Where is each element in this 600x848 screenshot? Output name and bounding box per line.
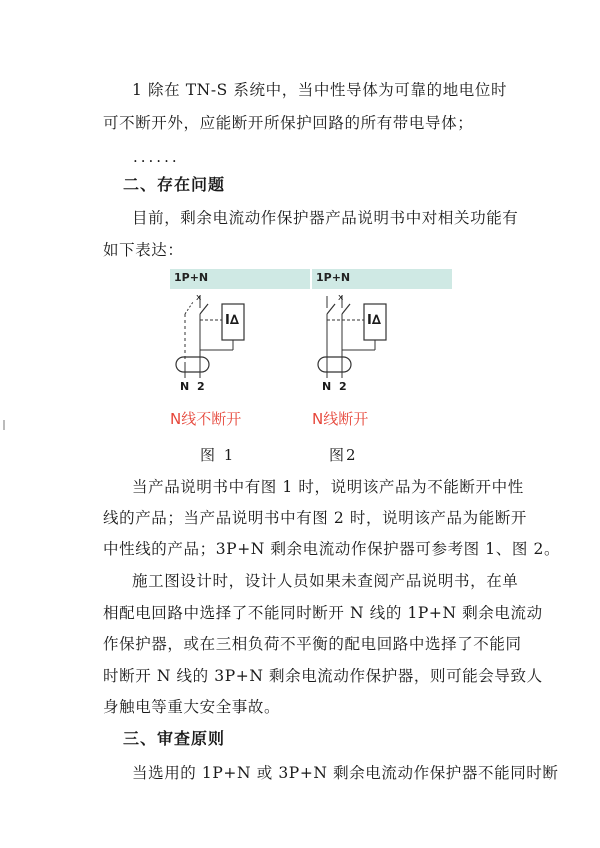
figure-2-pole-label: 1P+N bbox=[316, 271, 351, 284]
figure-1-caption: 图 1 bbox=[200, 446, 236, 464]
figure-2-device-symbol: I∆ bbox=[367, 313, 381, 328]
figure-2-red-label: N线断开 bbox=[312, 410, 369, 428]
para5-line1: 当选用的 1P+N 或 3P+N 剩余电流动作保护器不能同时断 bbox=[132, 764, 559, 782]
figure-1-pole-label: 1P+N bbox=[174, 271, 209, 284]
para4-line4: 时断开 N 线的 3P+N 剩余电流动作保护器，则可能会导致人 bbox=[103, 667, 543, 685]
figure-2-terminal-n: N bbox=[322, 380, 332, 393]
para4-line1: 施工图设计时，设计人员如果未查阅产品说明书，在单 bbox=[132, 572, 519, 590]
figure-1 bbox=[170, 266, 310, 436]
figure-1-terminal-n: N bbox=[180, 380, 190, 393]
ellipsis: ...... bbox=[133, 148, 180, 166]
figure-1-terminal-2: 2 bbox=[197, 380, 205, 393]
section-heading-2: 二、存在问题 bbox=[123, 175, 226, 194]
figure-2 bbox=[312, 266, 452, 436]
figure-1-circuit-diagram bbox=[170, 266, 310, 406]
para4-line3: 作保护器，或在三相负荷不平衡的配电回路中选择了不能同 bbox=[103, 635, 522, 653]
figure-1-red-label: N线不断开 bbox=[170, 410, 242, 428]
para1-line1: 1 除在 TN-S 系统中，当中性导体为可靠的地电位时 bbox=[132, 81, 508, 99]
para2-line2: 如下表达： bbox=[103, 241, 184, 259]
section-heading-3: 三、审查原则 bbox=[123, 729, 226, 748]
para1-line2: 可不断开外，应能断开所保护回路的所有带电导体； bbox=[103, 114, 474, 132]
para4-line5: 身触电等重大安全事故。 bbox=[103, 698, 281, 716]
scan-edge-mark bbox=[3, 420, 5, 430]
para2-line1: 目前，剩余电流动作保护器产品说明书中对相关功能有 bbox=[132, 209, 519, 227]
para3-line2: 线的产品；当产品说明书中有图 2 时，说明该产品为能断开 bbox=[103, 509, 528, 527]
figure-2-switch-mark: x bbox=[338, 293, 344, 303]
figure-1-device-symbol: I∆ bbox=[225, 313, 239, 328]
figure-2-terminal-2: 2 bbox=[339, 380, 347, 393]
figure-1-switch-mark: x bbox=[196, 293, 202, 303]
figure-2-circuit-diagram bbox=[312, 266, 452, 406]
figure-2-caption: 图2 bbox=[329, 446, 358, 464]
para3-line3: 中性线的产品；3P+N 剩余电流动作保护器可参考图 1、图 2。 bbox=[103, 540, 561, 558]
para3-line1: 当产品说明书中有图 1 时，说明该产品为不能断开中性 bbox=[132, 478, 524, 496]
para4-line2: 相配电回路中选择了不能同时断开 N 线的 1P+N 剩余电流动 bbox=[103, 604, 543, 622]
